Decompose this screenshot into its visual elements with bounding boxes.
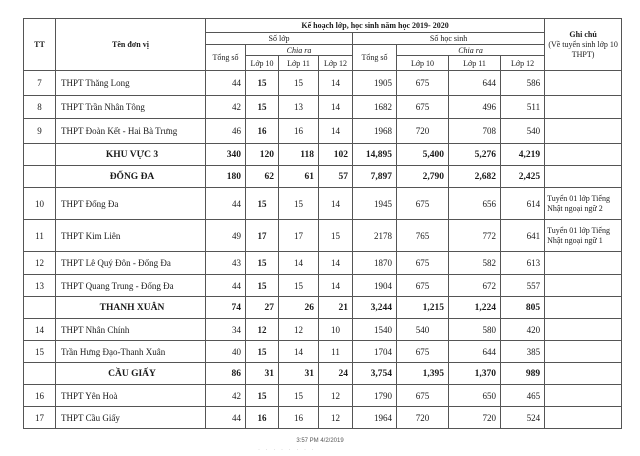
row-unit-name: THPT Đoàn Kết - Hai Bà Trưng xyxy=(56,119,206,144)
row-student-grade11: 496 xyxy=(449,96,501,119)
row-note xyxy=(545,71,622,96)
row-unit-name: THPT Quang Trung - Đống Đa xyxy=(56,275,206,297)
row-note xyxy=(545,385,622,407)
header-tt: TT xyxy=(24,19,56,71)
header-class-total: Tổng số xyxy=(206,45,246,71)
row-class-grade10: 12 xyxy=(246,319,279,341)
row-class-grade10: 15 xyxy=(246,252,279,275)
row-tt xyxy=(24,144,56,166)
table-row xyxy=(24,220,622,252)
row-student-grade12: 465 xyxy=(501,385,545,407)
row-class-grade11: 15 xyxy=(279,71,319,96)
row-student-grade12: 524 xyxy=(501,407,545,429)
row-class-total: 42 xyxy=(206,96,246,119)
row-class-grade10: 15 xyxy=(246,341,279,363)
row-student-total: 7,897 xyxy=(353,166,397,188)
row-class-grade12: 14 xyxy=(319,188,353,220)
row-class-grade10: 16 xyxy=(246,119,279,144)
row-student-grade11: 580 xyxy=(449,319,501,341)
row-student-grade11: 1,370 xyxy=(449,363,501,385)
row-unit-name: CẦU GIẤY xyxy=(56,363,206,385)
row-student-total: 1790 xyxy=(353,385,397,407)
row-student-grade10: 1,395 xyxy=(397,363,449,385)
row-note xyxy=(545,319,622,341)
table-row xyxy=(24,319,622,341)
row-student-grade11: 582 xyxy=(449,252,501,275)
row-student-grade10: 675 xyxy=(397,71,449,96)
row-class-grade10: 16 xyxy=(246,407,279,429)
row-tt: 12 xyxy=(24,252,56,275)
row-unit-name: THPT Đống Đa xyxy=(56,188,206,220)
row-tt: 13 xyxy=(24,275,56,297)
row-note xyxy=(545,166,622,188)
row-class-grade12: 24 xyxy=(319,363,353,385)
row-unit-name: Trần Hưng Đạo-Thanh Xuân xyxy=(56,341,206,363)
row-class-grade10: 15 xyxy=(246,385,279,407)
row-class-grade10: 31 xyxy=(246,363,279,385)
row-student-total: 1682 xyxy=(353,96,397,119)
row-unit-name: THPT Lê Quý Đôn - Đống Đa xyxy=(56,252,206,275)
row-class-total: 44 xyxy=(206,275,246,297)
row-student-total: 1905 xyxy=(353,71,397,96)
row-note xyxy=(545,119,622,144)
row-student-grade12: 2,425 xyxy=(501,166,545,188)
header-student-total: Tổng số xyxy=(353,45,397,71)
enrollment-plan-table xyxy=(23,18,622,429)
row-class-grade12: 14 xyxy=(319,252,353,275)
row-class-grade12: 15 xyxy=(319,220,353,252)
header-student-split: Chia ra xyxy=(397,45,545,56)
row-unit-name: THPT Yên Hoà xyxy=(56,385,206,407)
row-note xyxy=(545,96,622,119)
header-class-split: Chia ra xyxy=(246,45,353,56)
row-class-grade10: 62 xyxy=(246,166,279,188)
row-note xyxy=(545,297,622,319)
row-tt: 10 xyxy=(24,188,56,220)
row-tt: 15 xyxy=(24,341,56,363)
row-note xyxy=(545,407,622,429)
row-student-grade10: 675 xyxy=(397,252,449,275)
row-class-grade12: 14 xyxy=(319,96,353,119)
row-tt: 16 xyxy=(24,385,56,407)
row-class-total: 44 xyxy=(206,188,246,220)
row-student-grade11: 772 xyxy=(449,220,501,252)
row-class-grade12: 12 xyxy=(319,385,353,407)
header-class-grade11: Lớp 11 xyxy=(279,56,319,71)
row-class-grade10: 120 xyxy=(246,144,279,166)
row-class-grade10: 15 xyxy=(246,96,279,119)
row-student-grade12: 511 xyxy=(501,96,545,119)
row-student-grade12: 540 xyxy=(501,119,545,144)
row-student-total: 1964 xyxy=(353,407,397,429)
row-class-total: 180 xyxy=(206,166,246,188)
row-class-grade11: 14 xyxy=(279,341,319,363)
row-student-grade11: 5,276 xyxy=(449,144,501,166)
row-class-grade10: 17 xyxy=(246,220,279,252)
row-student-grade12: 613 xyxy=(501,252,545,275)
row-unit-name: KHU VỰC 3 xyxy=(56,144,206,166)
row-unit-name: THANH XUÂN xyxy=(56,297,206,319)
row-class-total: 43 xyxy=(206,252,246,275)
row-student-total: 1540 xyxy=(353,319,397,341)
row-student-grade12: 805 xyxy=(501,297,545,319)
row-class-grade12: 21 xyxy=(319,297,353,319)
header-student-grade12: Lớp 12 xyxy=(501,56,545,71)
row-tt xyxy=(24,363,56,385)
row-student-grade12: 614 xyxy=(501,188,545,220)
row-class-grade12: 14 xyxy=(319,275,353,297)
header-class-grade12: Lớp 12 xyxy=(319,56,353,71)
row-tt: 9 xyxy=(24,119,56,144)
row-class-grade12: 102 xyxy=(319,144,353,166)
header-student-grade10: Lớp 10 xyxy=(397,56,449,71)
row-student-grade11: 656 xyxy=(449,188,501,220)
row-unit-name: ĐỐNG ĐA xyxy=(56,166,206,188)
header-class-count: Số lớp xyxy=(206,33,353,45)
row-unit-name: THPT Cầu Giấy xyxy=(56,407,206,429)
header-student-grade11: Lớp 11 xyxy=(449,56,501,71)
row-student-total: 1904 xyxy=(353,275,397,297)
row-class-total: 74 xyxy=(206,297,246,319)
row-class-grade11: 15 xyxy=(279,275,319,297)
row-note xyxy=(545,275,622,297)
table-row xyxy=(24,71,622,96)
row-class-total: 44 xyxy=(206,407,246,429)
row-class-grade11: 61 xyxy=(279,166,319,188)
row-class-grade11: 16 xyxy=(279,407,319,429)
row-tt: 14 xyxy=(24,319,56,341)
header-class-grade10: Lớp 10 xyxy=(246,56,279,71)
row-class-grade11: 17 xyxy=(279,220,319,252)
row-class-grade10: 15 xyxy=(246,275,279,297)
row-student-total: 1870 xyxy=(353,252,397,275)
table-row xyxy=(24,341,622,363)
row-student-total: 14,895 xyxy=(353,144,397,166)
faded-scan-marks: · · · · · · · · xyxy=(258,447,316,453)
row-class-grade10: 15 xyxy=(246,188,279,220)
table-row xyxy=(24,407,622,429)
row-student-total: 3,244 xyxy=(353,297,397,319)
group-subtotal-row xyxy=(24,363,622,385)
row-class-grade11: 14 xyxy=(279,252,319,275)
table-row xyxy=(24,385,622,407)
table-row xyxy=(24,188,622,220)
row-student-grade10: 540 xyxy=(397,319,449,341)
row-student-grade11: 708 xyxy=(449,119,501,144)
row-student-grade12: 385 xyxy=(501,341,545,363)
row-class-total: 340 xyxy=(206,144,246,166)
row-student-grade10: 765 xyxy=(397,220,449,252)
group-subtotal-row xyxy=(24,166,622,188)
row-student-grade10: 675 xyxy=(397,385,449,407)
row-class-grade12: 14 xyxy=(319,119,353,144)
row-tt xyxy=(24,297,56,319)
row-student-total: 3,754 xyxy=(353,363,397,385)
row-student-grade12: 420 xyxy=(501,319,545,341)
row-unit-name: THPT Kim Liên xyxy=(56,220,206,252)
header-unit-name: Tên đơn vị xyxy=(56,19,206,71)
row-class-total: 49 xyxy=(206,220,246,252)
row-student-grade10: 675 xyxy=(397,341,449,363)
document-sheet xyxy=(23,18,621,424)
row-class-grade11: 118 xyxy=(279,144,319,166)
row-student-grade10: 675 xyxy=(397,96,449,119)
row-student-total: 1945 xyxy=(353,188,397,220)
table-row xyxy=(24,275,622,297)
row-tt: 7 xyxy=(24,71,56,96)
row-student-grade12: 4,219 xyxy=(501,144,545,166)
row-class-grade11: 26 xyxy=(279,297,319,319)
row-class-grade12: 14 xyxy=(319,71,353,96)
row-unit-name: THPT Trần Nhân Tông xyxy=(56,96,206,119)
row-student-grade11: 1,224 xyxy=(449,297,501,319)
row-student-grade12: 557 xyxy=(501,275,545,297)
row-student-total: 2178 xyxy=(353,220,397,252)
row-tt: 8 xyxy=(24,96,56,119)
row-unit-name: THPT Thăng Long xyxy=(56,71,206,96)
print-timestamp: 3:57 PM 4/2/2019 xyxy=(296,438,344,444)
row-tt: 11 xyxy=(24,220,56,252)
table-row xyxy=(24,252,622,275)
row-tt: 17 xyxy=(24,407,56,429)
row-student-grade10: 675 xyxy=(397,188,449,220)
row-note xyxy=(545,252,622,275)
row-student-grade12: 989 xyxy=(501,363,545,385)
row-note xyxy=(545,363,622,385)
row-student-grade12: 641 xyxy=(501,220,545,252)
row-class-total: 40 xyxy=(206,341,246,363)
header-plan-title: Kế hoạch lớp, học sinh năm học 2019- 2020 xyxy=(206,19,545,33)
row-student-grade10: 1,215 xyxy=(397,297,449,319)
row-note: Tuyển 01 lớp Tiếng Nhật ngoại ngữ 1 xyxy=(545,220,622,252)
row-student-grade11: 644 xyxy=(449,341,501,363)
row-class-grade11: 16 xyxy=(279,119,319,144)
row-class-grade12: 11 xyxy=(319,341,353,363)
row-student-grade10: 2,790 xyxy=(397,166,449,188)
row-note: Tuyển 01 lớp Tiếng Nhật ngoại ngữ 2 xyxy=(545,188,622,220)
row-class-grade10: 27 xyxy=(246,297,279,319)
row-class-grade12: 12 xyxy=(319,407,353,429)
row-class-total: 44 xyxy=(206,71,246,96)
row-class-grade10: 15 xyxy=(246,71,279,96)
row-class-grade11: 15 xyxy=(279,385,319,407)
group-subtotal-row xyxy=(24,297,622,319)
row-class-grade11: 15 xyxy=(279,188,319,220)
row-student-grade11: 672 xyxy=(449,275,501,297)
row-student-grade10: 720 xyxy=(397,119,449,144)
row-class-total: 46 xyxy=(206,119,246,144)
row-tt xyxy=(24,166,56,188)
row-student-grade11: 644 xyxy=(449,71,501,96)
row-class-grade12: 57 xyxy=(319,166,353,188)
row-class-grade11: 13 xyxy=(279,96,319,119)
header-student-count: Số học sinh xyxy=(353,33,545,45)
row-student-grade10: 675 xyxy=(397,275,449,297)
row-student-grade11: 720 xyxy=(449,407,501,429)
row-class-grade11: 12 xyxy=(279,319,319,341)
header-note xyxy=(545,19,622,71)
table-row xyxy=(24,119,622,144)
row-student-grade11: 650 xyxy=(449,385,501,407)
row-unit-name: THPT Nhân Chính xyxy=(56,319,206,341)
row-student-grade11: 2,682 xyxy=(449,166,501,188)
row-class-total: 34 xyxy=(206,319,246,341)
table-row xyxy=(24,96,622,119)
row-class-grade11: 31 xyxy=(279,363,319,385)
row-student-grade12: 586 xyxy=(501,71,545,96)
row-class-grade12: 10 xyxy=(319,319,353,341)
group-subtotal-row xyxy=(24,144,622,166)
row-class-total: 42 xyxy=(206,385,246,407)
row-class-total: 86 xyxy=(206,363,246,385)
row-student-total: 1704 xyxy=(353,341,397,363)
row-note xyxy=(545,341,622,363)
header-note-title: Ghi chú xyxy=(569,29,597,39)
row-note xyxy=(545,144,622,166)
row-student-grade10: 720 xyxy=(397,407,449,429)
row-student-total: 1968 xyxy=(353,119,397,144)
row-student-grade10: 5,400 xyxy=(397,144,449,166)
header-note-subtitle: (Về tuyển sinh lớp 10 THPT) xyxy=(548,39,618,59)
